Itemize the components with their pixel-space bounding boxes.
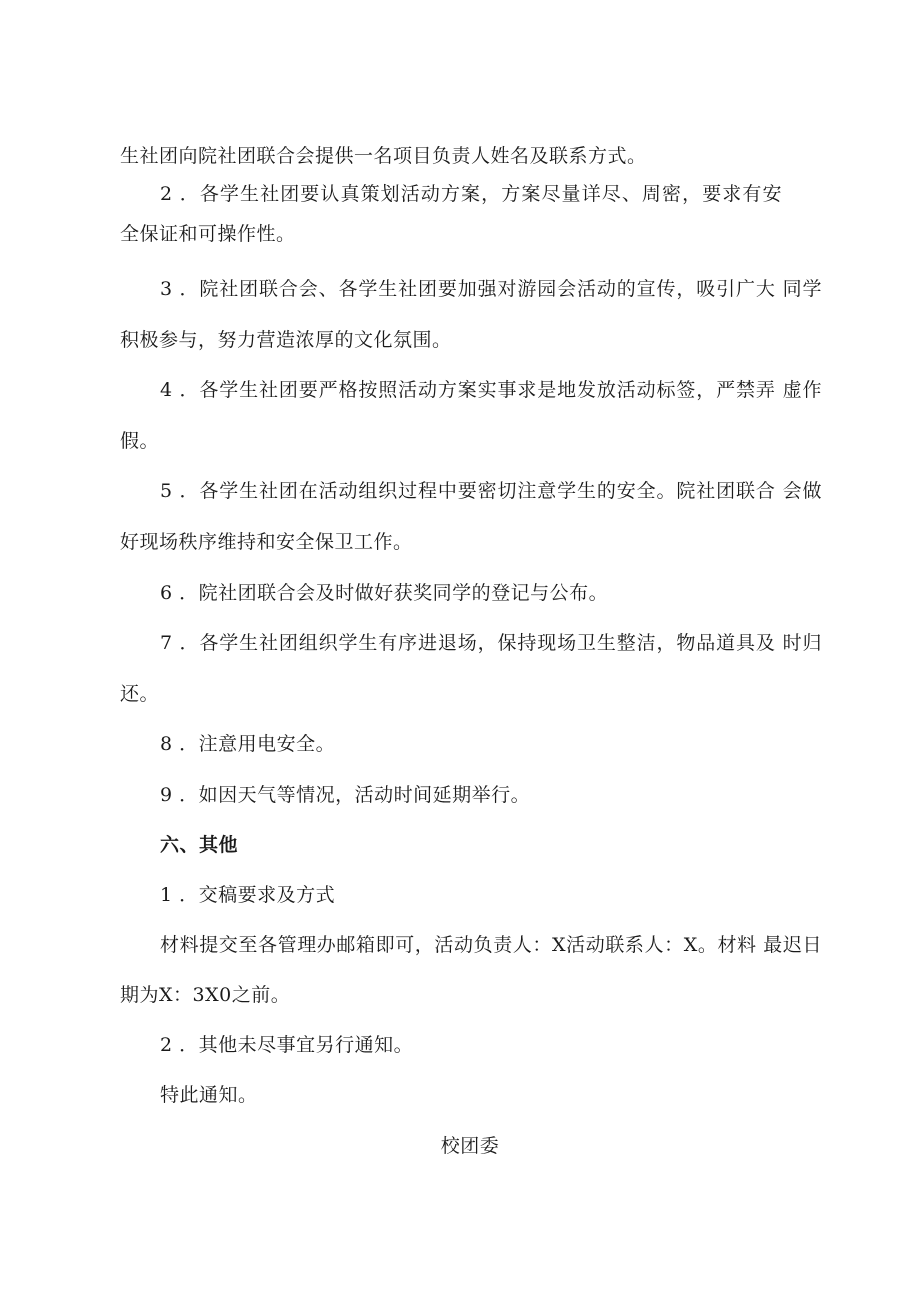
list-item-8: 8 ．注意用电安全。: [160, 733, 336, 755]
submission-text-line-2: 期为X：3X0之前。: [120, 984, 291, 1006]
closing-notice: 特此通知。: [160, 1084, 258, 1106]
subsection-item-2: 2 ．其他未尽事宜另行通知。: [160, 1034, 414, 1056]
list-item-2-line-2: 全保证和可操作性。: [120, 223, 296, 245]
text-line: 生社团向院社团联合会提供一名项目负责人姓名及联系方式。: [120, 145, 647, 167]
subsection-item-1: 1 ．交稿要求及方式: [160, 884, 336, 906]
list-item-9: 9 ．如因天气等情况，活动时间延期举行。: [160, 784, 531, 806]
list-item-3-line-2: 积极参与，努力营造浓厚的文化氛围。: [120, 329, 452, 351]
list-item-3-line-1: 3 ．院社团联合会、各学生社团要加强对游园会活动的宣传，吸引广大 同学: [160, 278, 822, 300]
list-item-2-line-1: 2 ．各学生社团要认真策划活动方案，方案尽量详尽、周密，要求有安: [160, 183, 782, 205]
list-item-4-line-2: 假。: [120, 430, 160, 452]
list-item-7-line-2: 还。: [120, 683, 160, 705]
section-heading: 六、其他: [160, 834, 239, 856]
list-item-5-line-2: 好现场秩序维持和安全保卫工作。: [120, 531, 413, 553]
signature-org: 校团委: [440, 1135, 500, 1157]
list-item-4-line-1: 4 ．各学生社团要严格按照活动方案实事求是地发放活动标签，严禁弄 虚作: [160, 379, 822, 401]
list-item-7-line-1: 7 ．各学生社团组织学生有序进退场，保持现场卫生整洁，物品道具及 时归: [160, 632, 822, 654]
list-item-5-line-1: 5 ．各学生社团在活动组织过程中要密切注意学生的安全。院社团联合 会做: [160, 480, 822, 502]
list-item-6: 6 ．院社团联合会及时做好获奖同学的登记与公布。: [160, 582, 609, 604]
submission-text-line-1: 材料提交至各管理办邮箱即可，活动负责人：X活动联系人：X。材料 最迟日: [160, 934, 822, 956]
